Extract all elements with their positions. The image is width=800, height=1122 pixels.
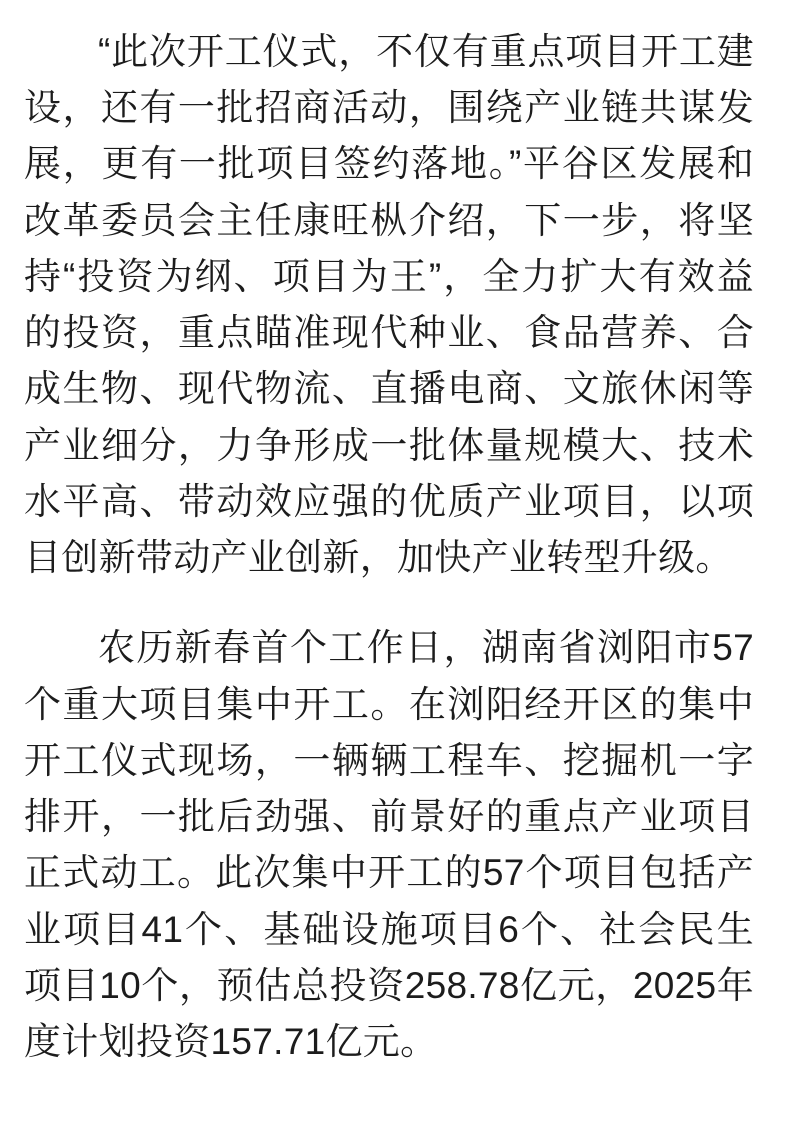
paragraph-2: 农历新春首个工作日，湖南省浏阳市57个重大项目集中开工。在浏阳经开区的集中开工仪式现场，一辆辆工程车、挖掘机一字排开，一批后劲强、前景好的重点产业项目正式动工。此次集中开工的57个项目包括产业项目41个、基础设施项目6个、社会民生项目10个，预估总投资258.78亿元，2025年度计划投资157.71亿元。 <box>24 627 754 1062</box>
article-body <box>24 24 754 1070</box>
paragraph-1: “此次开工仪式，不仅有重点项目开工建设，还有一批招商活动，围绕产业链共谋发展，更有一批项目签约落地。”平谷区发展和改革委员会主任康旺枞介绍，下一步，将坚持“投资为纲、项目为王”，全力扩大有效益的投资，重点瞄准现代种业、食品营养、合成生物、现代物流、直播电商、文旅休闲等产业细分，力争形成一批体量规模大、技术水平高、带动效应强的优质产业项目，以项目创新带动产业创新，加快产业转型升级。 <box>24 31 754 579</box>
